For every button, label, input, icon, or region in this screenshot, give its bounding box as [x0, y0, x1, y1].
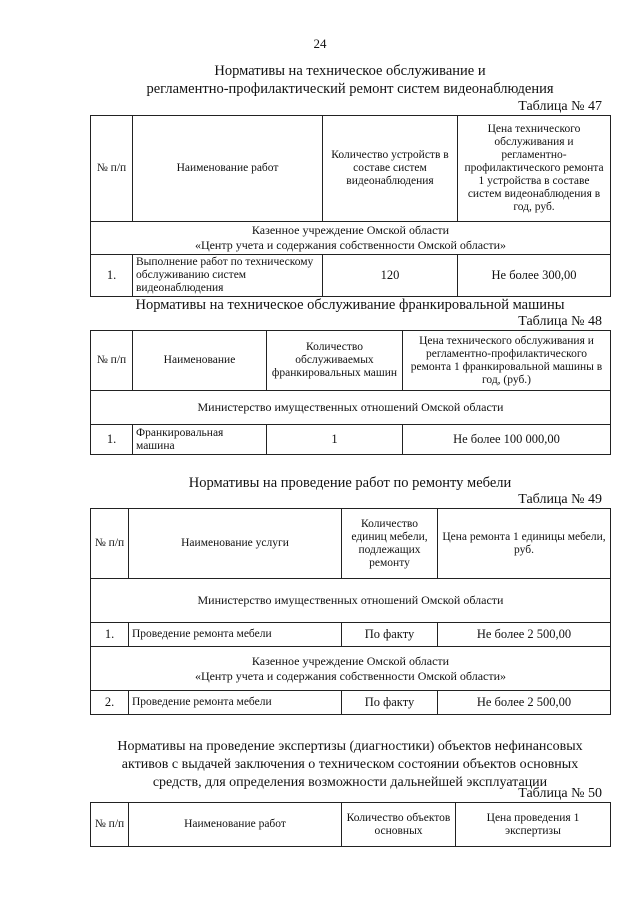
table-header-row: [91, 116, 611, 222]
row-qty: По факту: [342, 691, 438, 715]
header-name: Наименование услуги: [129, 509, 342, 579]
table-row: [91, 425, 611, 455]
row-qty: По факту: [342, 623, 438, 647]
row-num: 1.: [91, 255, 133, 297]
title-line: Нормативы на проведение работ по ремонту мебели: [188, 475, 512, 491]
org-row: [91, 222, 611, 255]
header-qty: Количество единиц мебели, подлежащих ремонту: [342, 509, 438, 579]
header-price: Цена технического обслуживания и регламентно-профилактического ремонта 1 франкировальной машины в год, (руб.): [403, 331, 611, 391]
header-price: Цена ремонта 1 единицы мебели, руб.: [438, 509, 611, 579]
row-name: Выполнение работ по техническому обслуживанию систем видеонаблюдения: [133, 255, 323, 297]
org-line: Казенное учреждение Омской области: [251, 653, 450, 668]
header-name: Наименование работ: [133, 116, 323, 222]
header-num: № п/п: [91, 331, 133, 391]
table-row: [91, 255, 611, 297]
row-price: Не более 2 500,00: [438, 691, 611, 715]
title-line: средств, для определения возможности дальнейшей эксплуатации: [152, 775, 548, 790]
table-header-row: [91, 509, 611, 579]
org-line: Министерство имущественных отношений Омской области: [197, 593, 504, 607]
title-line: Нормативы на техническое обслуживание и: [214, 63, 486, 79]
row-num: 1.: [91, 425, 133, 455]
table-47: [90, 115, 611, 297]
header-price: Цена технического обслуживания и регламентно-профилактического ремонта 1 устройства в составе систем видеонаблюдения в год, руб.: [458, 116, 611, 222]
table-48: [90, 330, 611, 455]
section-48-title: [70, 296, 630, 314]
section-49-title: [70, 474, 630, 492]
row-price: Не более 300,00: [458, 255, 611, 297]
row-num: 2.: [91, 691, 129, 715]
section-47-title: [70, 62, 630, 98]
row-name: Франкировальная машина: [133, 425, 267, 455]
table-row: [91, 623, 611, 647]
org-row: [91, 391, 611, 425]
org-cell: [91, 391, 611, 425]
table-50: [90, 802, 611, 847]
row-qty: 1: [267, 425, 403, 455]
table-header-row: [91, 803, 611, 847]
header-name: Наименование: [133, 331, 267, 391]
header-price: Цена проведения 1 экспертизы: [456, 803, 611, 847]
org-line: «Центр учета и содержания собственности Омской области»: [194, 238, 507, 252]
org-cell: [91, 222, 611, 255]
row-qty: 120: [323, 255, 458, 297]
org-line: Казенное учреждение Омской области: [251, 223, 450, 237]
row-price: Не более 100 000,00: [403, 425, 611, 455]
org-row: [91, 647, 611, 691]
table-header-row: [91, 331, 611, 391]
org-line: «Центр учета и содержания собственности Омской области»: [194, 668, 507, 683]
title-line: Нормативы на проведение экспертизы (диагностики) объектов нефинансовых: [117, 739, 583, 754]
title-line: Нормативы на техническое обслуживание франкировальной машины: [135, 297, 565, 313]
org-row: [91, 579, 611, 623]
header-num: № п/п: [91, 116, 133, 222]
table-row: [91, 691, 611, 715]
section-50-title: [70, 738, 630, 792]
header-qty: Количество обслуживаемых франкировальных машин: [267, 331, 403, 391]
header-qty: Количество объектов основных: [342, 803, 456, 847]
header-name: Наименование работ: [129, 803, 342, 847]
header-num: № п/п: [91, 509, 129, 579]
table-49: [90, 508, 611, 715]
row-num: 1.: [91, 623, 129, 647]
table-47-label: Таблица № 47: [518, 99, 602, 114]
org-cell: [91, 647, 611, 691]
table-49-label: Таблица № 49: [518, 492, 602, 507]
header-num: № п/п: [91, 803, 129, 847]
title-line: активов с выдачей заключения о техническом состоянии объектов основных: [121, 757, 579, 772]
table-48-label: Таблица № 48: [518, 314, 602, 329]
org-line: Министерство имущественных отношений Омской области: [197, 400, 504, 414]
row-name: Проведение ремонта мебели: [129, 623, 342, 647]
header-qty: Количество устройств в составе систем видеонаблюдения: [323, 116, 458, 222]
title-line: регламентно-профилактический ремонт систем видеонаблюдения: [146, 81, 554, 97]
org-cell: [91, 579, 611, 623]
row-name: Проведение ремонта мебели: [129, 691, 342, 715]
table-50-label: Таблица № 50: [518, 786, 602, 801]
page-number: 24: [313, 36, 327, 51]
row-price: Не более 2 500,00: [438, 623, 611, 647]
